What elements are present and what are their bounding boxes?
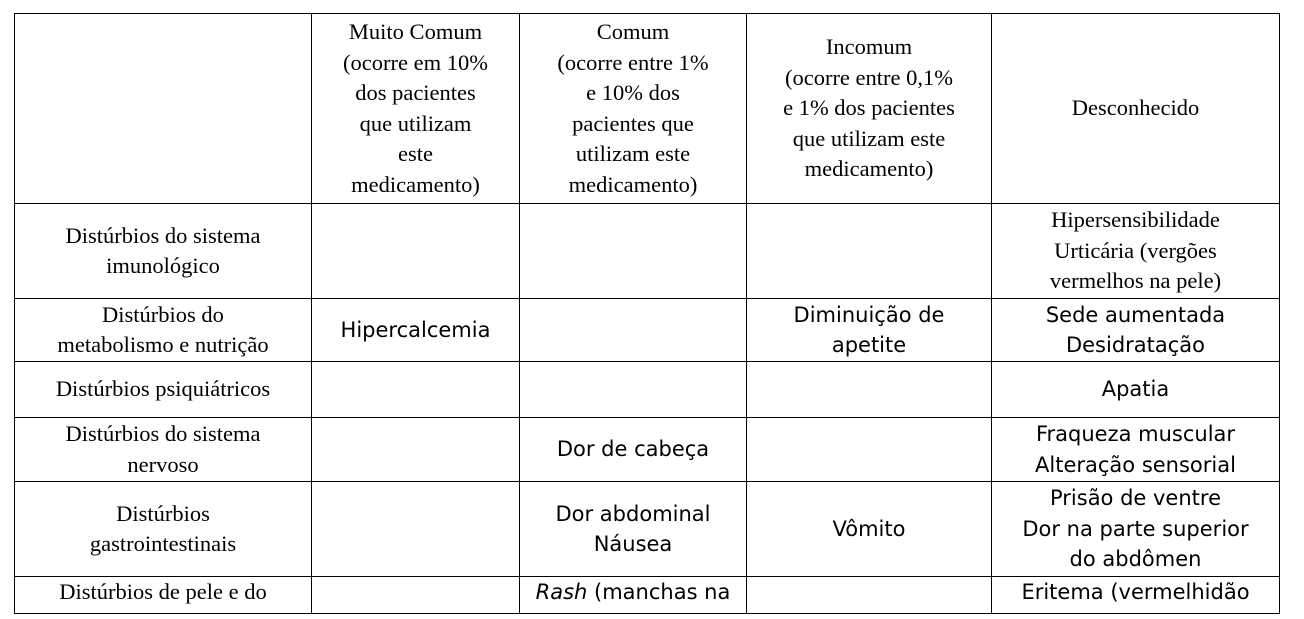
category-text: Distúrbios do <box>102 301 224 327</box>
muito-comum-cell <box>312 577 520 614</box>
header-text: que utilizam este <box>792 125 946 151</box>
header-comum <box>520 14 747 204</box>
reaction-text: Hipersensibilidade <box>1051 207 1220 233</box>
reaction-text: Sede aumentada <box>1045 302 1226 327</box>
header-text: pacientes que <box>572 110 694 136</box>
reaction-text: vermelhos na pele) <box>1049 268 1222 294</box>
muito-comum-cell <box>312 418 520 482</box>
adverse-reactions-table <box>14 13 1280 614</box>
header-text: que utilizam <box>359 110 472 136</box>
category-text: Distúrbios de pele e do <box>59 579 267 604</box>
header-text: (ocorre entre 1% <box>557 49 709 75</box>
header-text: Muito Comum <box>348 19 483 44</box>
reaction-text: Desidratação <box>1065 333 1206 357</box>
category-text: metabolismo e nutrição <box>57 332 269 357</box>
reaction-text: Dor abdominal <box>555 501 711 526</box>
header-desconhecido <box>992 14 1280 204</box>
desconhecido-cell <box>992 418 1280 482</box>
header-text: Comum <box>596 19 670 44</box>
header-muito-comum <box>312 14 520 204</box>
desconhecido-cell <box>992 362 1280 418</box>
incomum-cell <box>747 482 992 577</box>
category-cell <box>15 482 312 577</box>
incomum-cell <box>747 577 992 614</box>
reaction-text: do abdômen <box>1069 547 1202 572</box>
header-text: Incomum <box>825 34 913 60</box>
category-text: Distúrbios <box>116 500 210 526</box>
comum-cell <box>520 299 747 362</box>
reaction-text: Dor de cabeça <box>556 437 710 462</box>
desconhecido-cell <box>992 204 1280 299</box>
table-row <box>15 362 1280 418</box>
header-text: e 1% dos pacientes <box>783 95 955 121</box>
reaction-text: Eritema (vermelhidão <box>1021 580 1250 604</box>
comum-cell <box>520 362 747 418</box>
reaction-text: Vômito <box>832 516 906 541</box>
category-text: Distúrbios psiquiátricos <box>55 376 271 402</box>
table-row <box>15 204 1280 299</box>
incomum-cell <box>747 204 992 299</box>
muito-comum-cell <box>312 482 520 577</box>
comum-cell <box>520 418 747 482</box>
table-row <box>15 418 1280 482</box>
header-text: medicamento) <box>804 156 934 182</box>
reaction-text: Apatia <box>1101 377 1170 402</box>
desconhecido-cell <box>992 577 1280 614</box>
reaction-text: apetite <box>831 333 907 357</box>
muito-comum-cell <box>312 299 520 362</box>
category-cell <box>15 299 312 362</box>
muito-comum-cell <box>312 362 520 418</box>
reaction-text-italic: Rash <box>535 580 588 604</box>
reaction-text: Náusea <box>593 532 673 556</box>
muito-comum-cell <box>312 204 520 299</box>
table-header-row <box>15 14 1280 204</box>
reaction-text: (manchas na <box>587 580 731 604</box>
header-text: este <box>398 141 433 166</box>
desconhecido-cell <box>992 482 1280 577</box>
reaction-text: Prisão de ventre <box>1049 486 1221 511</box>
desconhecido-cell <box>992 299 1280 362</box>
reaction-text: Hipercalcemia <box>340 317 491 342</box>
category-cell <box>15 362 312 418</box>
incomum-cell <box>747 362 992 418</box>
category-text: Distúrbios do sistema <box>65 421 261 446</box>
reaction-text: Fraqueza muscular <box>1035 422 1236 446</box>
category-text: gastrointestinais <box>89 531 237 556</box>
reaction-text: Alteração sensorial <box>1035 452 1236 477</box>
category-text: Distúrbios do sistema <box>65 222 261 248</box>
comum-cell <box>520 482 747 577</box>
category-cell <box>15 418 312 482</box>
header-text: Desconhecido <box>1071 95 1200 121</box>
header-text: (ocorre em 10% <box>343 49 488 75</box>
comum-cell <box>520 577 747 614</box>
category-text: nervoso <box>127 451 199 477</box>
reaction-text: Urticária (vergões <box>1054 237 1217 263</box>
header-text: e 10% dos <box>586 80 680 105</box>
header-empty-cell <box>15 14 312 204</box>
reaction-text: Dor na parte superior <box>1022 516 1249 541</box>
header-incomum <box>747 14 992 204</box>
incomum-cell <box>747 299 992 362</box>
header-text: (ocorre entre 0,1% <box>784 64 954 90</box>
category-cell <box>15 204 312 299</box>
header-text: medicamento) <box>351 171 480 197</box>
table-row <box>15 577 1280 614</box>
header-text: utilizam este <box>575 141 691 166</box>
comum-cell <box>520 204 747 299</box>
header-text: medicamento) <box>568 171 698 197</box>
table-row <box>15 482 1280 577</box>
category-text: imunológico <box>106 253 220 278</box>
table-row <box>15 299 1280 362</box>
header-text: dos pacientes <box>355 80 476 105</box>
incomum-cell <box>747 418 992 482</box>
reaction-text: Diminuição de <box>793 302 945 327</box>
category-cell <box>15 577 312 614</box>
